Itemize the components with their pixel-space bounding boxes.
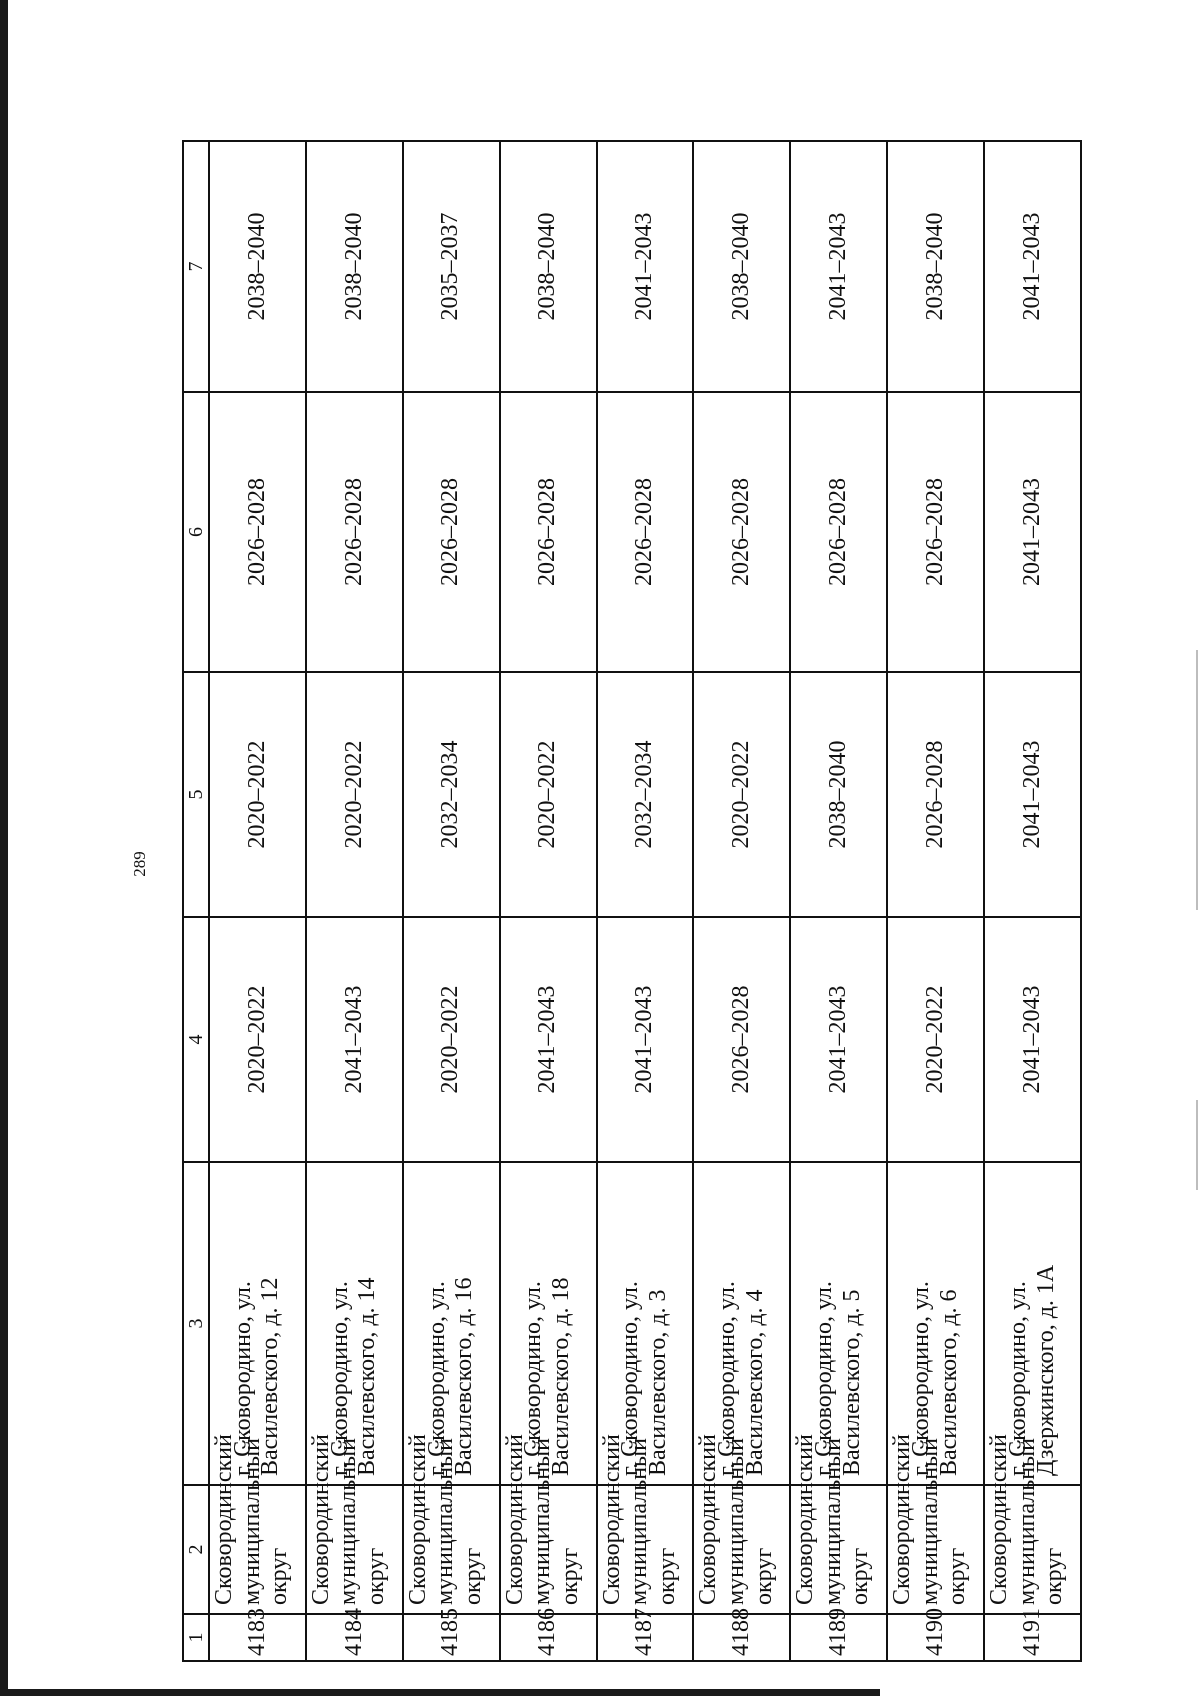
row-number: 4183	[209, 1614, 306, 1661]
address-cell: г. Сковородино, ул. Василевского, д. 5	[790, 1162, 887, 1485]
table-row	[597, 141, 694, 1661]
table-row	[790, 141, 887, 1661]
period-cell: 2038–2040	[693, 141, 790, 392]
row-number: 4190	[887, 1614, 984, 1661]
table-row	[984, 141, 1081, 1661]
page-number: 289	[130, 851, 149, 877]
period-cell: 2026–2028	[887, 672, 984, 917]
period-cell: 2038–2040	[209, 141, 306, 392]
district-cell: Сковородинский муниципальный округ	[500, 1485, 597, 1614]
table-row	[693, 141, 790, 1661]
period-cell: 2041–2043	[500, 917, 597, 1162]
address-cell: г. Сковородино, ул. Василевского, д. 12	[209, 1162, 306, 1485]
header-row	[183, 141, 209, 1661]
column-header: 3	[183, 1162, 209, 1485]
period-cell: 2032–2034	[403, 672, 500, 917]
register-table	[182, 140, 1082, 1662]
row-number: 4189	[790, 1614, 887, 1661]
period-cell: 2041–2043	[984, 672, 1081, 917]
row-number: 4191	[984, 1614, 1081, 1661]
period-cell: 2020–2022	[209, 917, 306, 1162]
table-row	[306, 141, 403, 1661]
scan-speck	[1196, 1100, 1198, 1190]
period-cell: 2026–2028	[693, 917, 790, 1162]
table-row	[500, 141, 597, 1661]
address-cell: г. Сковородино, ул. Василевского, д. 16	[403, 1162, 500, 1485]
scan-speck	[1196, 650, 1198, 910]
period-cell: 2038–2040	[887, 141, 984, 392]
address-cell: г. Сковородино, ул. Василевского, д. 4	[693, 1162, 790, 1485]
address-cell: г. Сковородино, ул. Василевского, д. 14	[306, 1162, 403, 1485]
address-cell: г. Сковородино, ул. Дзержинского, д. 1А	[984, 1162, 1081, 1485]
period-cell: 2020–2022	[209, 672, 306, 917]
district-cell: Сковородинский муниципальный округ	[790, 1485, 887, 1614]
period-cell: 2041–2043	[984, 141, 1081, 392]
district-cell: Сковородинский муниципальный округ	[306, 1485, 403, 1614]
period-cell: 2020–2022	[500, 672, 597, 917]
period-cell: 2026–2028	[209, 392, 306, 672]
period-cell: 2041–2043	[790, 917, 887, 1162]
period-cell: 2026–2028	[790, 392, 887, 672]
period-cell: 2035–2037	[403, 141, 500, 392]
table-row	[403, 141, 500, 1661]
district-cell: Сковородинский муниципальный округ	[403, 1485, 500, 1614]
address-cell: г. Сковородино, ул. Василевского, д. 3	[597, 1162, 694, 1485]
period-cell: 2026–2028	[306, 392, 403, 672]
row-number: 4184	[306, 1614, 403, 1661]
scan-border-bottom	[0, 1689, 880, 1696]
period-cell: 2032–2034	[597, 672, 694, 917]
district-cell: Сковородинский муниципальный округ	[887, 1485, 984, 1614]
district-cell: Сковородинский муниципальный округ	[693, 1485, 790, 1614]
period-cell: 2038–2040	[500, 141, 597, 392]
period-cell: 2026–2028	[887, 392, 984, 672]
period-cell: 2026–2028	[403, 392, 500, 672]
period-cell: 2041–2043	[597, 917, 694, 1162]
district-cell: Сковородинский муниципальный округ	[984, 1485, 1081, 1614]
period-cell: 2020–2022	[306, 672, 403, 917]
column-header: 1	[183, 1614, 209, 1661]
column-header: 4	[183, 917, 209, 1162]
column-header: 2	[183, 1485, 209, 1614]
row-number: 4185	[403, 1614, 500, 1661]
scan-border-left	[0, 0, 8, 1696]
period-cell: 2041–2043	[790, 141, 887, 392]
row-number: 4186	[500, 1614, 597, 1661]
period-cell: 2020–2022	[887, 917, 984, 1162]
period-cell: 2041–2043	[984, 392, 1081, 672]
period-cell: 2026–2028	[500, 392, 597, 672]
period-cell: 2026–2028	[693, 392, 790, 672]
address-cell: г. Сковородино, ул. Василевского, д. 18	[500, 1162, 597, 1485]
period-cell: 2041–2043	[984, 917, 1081, 1162]
row-number: 4187	[597, 1614, 694, 1661]
period-cell: 2038–2040	[790, 672, 887, 917]
address-cell: г. Сковородино, ул. Василевского, д. 6	[887, 1162, 984, 1485]
rotated-table-container	[182, 142, 1082, 1662]
period-cell: 2038–2040	[306, 141, 403, 392]
period-cell: 2026–2028	[597, 392, 694, 672]
period-cell: 2020–2022	[693, 672, 790, 917]
column-header: 6	[183, 392, 209, 672]
period-cell: 2020–2022	[403, 917, 500, 1162]
row-number: 4188	[693, 1614, 790, 1661]
period-cell: 2041–2043	[306, 917, 403, 1162]
period-cell: 2041–2043	[597, 141, 694, 392]
column-header: 5	[183, 672, 209, 917]
district-cell: Сковородинский муниципальный округ	[597, 1485, 694, 1614]
table-row	[887, 141, 984, 1661]
column-header: 7	[183, 141, 209, 392]
table-row	[209, 141, 306, 1661]
district-cell: Сковородинский муниципальный округ	[209, 1485, 306, 1614]
